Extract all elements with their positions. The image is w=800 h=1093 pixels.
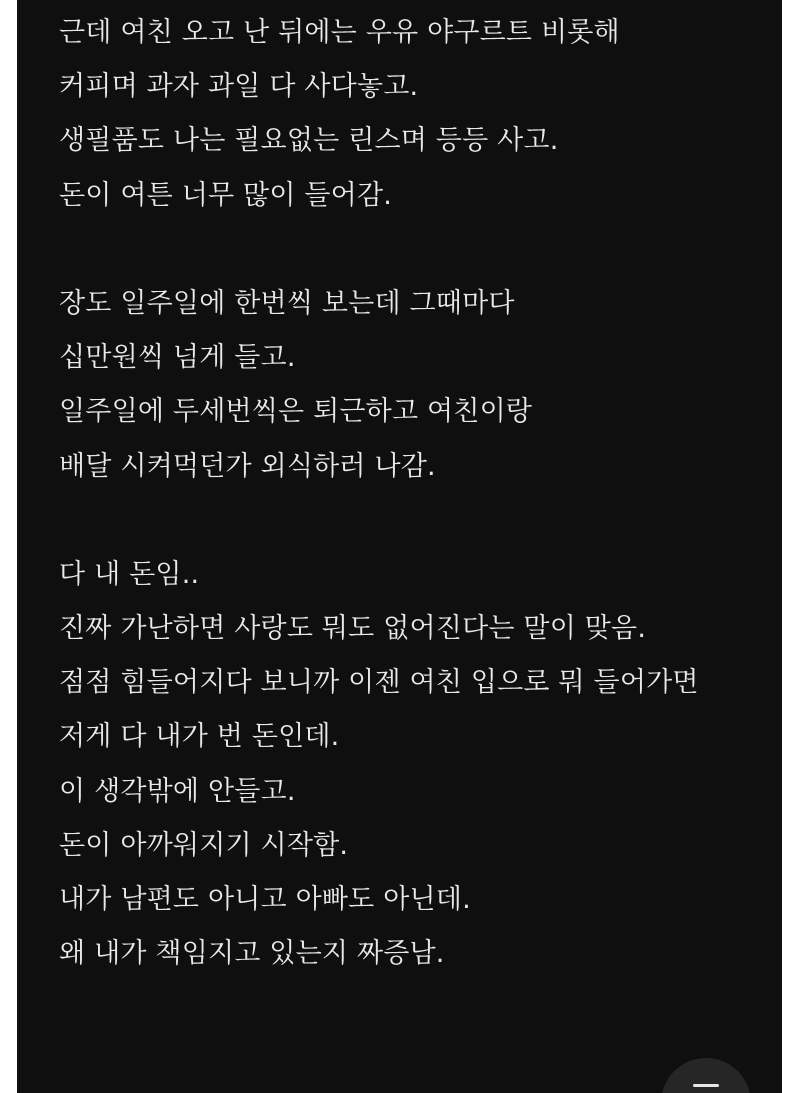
text-line: 커피며 과자 과일 다 사다놓고.	[59, 71, 419, 103]
screen	[17, 0, 782, 1093]
paragraph-1	[59, 6, 759, 223]
text-line: 점점 힘들어지다 보니까 이젠 여친 입으로 뭐 들어가면	[59, 667, 699, 699]
text-line: 장도 일주일에 한번씩 보는데 그때마다	[59, 287, 515, 319]
text-line: 십만원씩 넘게 들고.	[59, 342, 296, 374]
paragraph-spacer	[59, 494, 759, 548]
scroll-button[interactable]	[661, 1058, 751, 1093]
post-body	[59, 6, 759, 981]
paragraph-3	[59, 548, 759, 982]
text-line: 근데 여친 오고 난 뒤에는 우유 야구르트 비롯해	[59, 17, 620, 48]
text-line: 진짜 가난하면 사랑도 뭐도 없어진다는 말이 맞음.	[59, 613, 647, 645]
minus-icon	[693, 1084, 719, 1087]
text-line: 저게 다 내가 번 돈인데.	[59, 721, 340, 753]
paragraph-spacer	[59, 223, 759, 277]
paragraph-2	[59, 277, 759, 494]
text-line: 다 내 돈임..	[59, 558, 200, 590]
text-line: 내가 남편도 아니고 아빠도 아닌데.	[59, 884, 471, 915]
text-line: 돈이 아까워지기 시작함.	[59, 829, 349, 861]
text-line: 일주일에 두세번씩은 퇴근하고 여친이랑	[59, 396, 533, 428]
text-line: 생필품도 나는 필요없는 린스며 등등 사고.	[59, 125, 559, 157]
text-line: 왜 내가 책임지고 있는지 짜증남.	[59, 938, 445, 970]
text-line: 돈이 여튼 너무 많이 들어감.	[59, 179, 393, 211]
text-line: 배달 시켜먹던가 외식하러 나감.	[59, 450, 436, 482]
text-line: 이 생각밖에 안들고.	[59, 775, 296, 807]
